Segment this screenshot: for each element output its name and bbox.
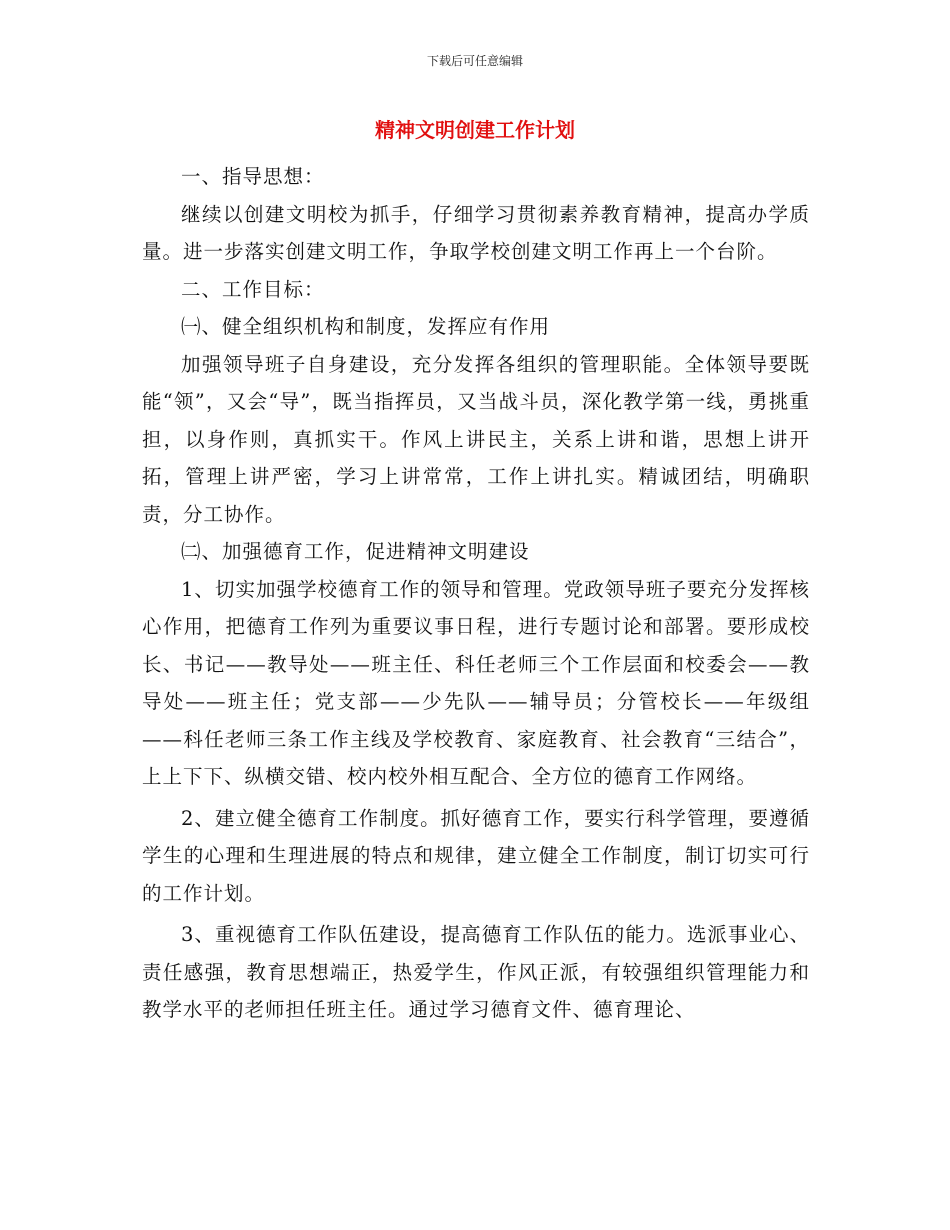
paragraph-guiding-thought: 继续以创建文明校为抓手，仔细学习贯彻素养教育精神，提高办学质量。进一步落实创建文明工作，争取学校创建文明工作再上一个台阶。 xyxy=(142,202,810,263)
paragraph-item-2: 2、建立健全德育工作制度。抓好德育工作，要实行科学管理，要遵循学生的心理和生理进展的特点和规律，建立健全工作制度，制订切实可行的工作计划。 xyxy=(142,806,810,905)
section-heading-guiding-thought: 一、指导思想： xyxy=(181,165,325,188)
subheading-moral-education: ㈡、加强德育工作，促进精神文明建设 xyxy=(181,540,530,563)
paragraph-item-1: 1、切实加强学校德育工作的领导和管理。党政领导班子要充分发挥核心作用，把德育工作列为重要议事日程，进行专题讨论和部署。要形成校长、书记——教导处——班主任、科任老师三个工作层面和校委会——教导处——班主任；党支部——少先队——辅导员；分管校长——年级组——科任老师三条工作主线及学校教育、家庭教育、社会教育“三结合”，上上下下、纵横交错、校内校外相互配合、全方位的德育工作网络。 xyxy=(142,577,810,788)
document-title: 精神文明创建工作计划 xyxy=(375,118,575,142)
document-body xyxy=(142,158,810,1029)
page-header: 下载后可任意编辑 xyxy=(426,54,523,68)
paragraph-item-3: 3、重视德育工作队伍建设，提高德育工作队伍的能力。选派事业心、责任感强，教育思想端正，热爱学生，作风正派，有较强组织管理能力和教学水平的老师担任班主任。通过学习德育文件、德育理论、 xyxy=(142,923,810,1021)
subheading-organization: ㈠、健全组织机构和制度，发挥应有作用 xyxy=(181,315,551,338)
paragraph-leadership: 加强领导班子自身建设，充分发挥各组织的管理职能。全体领导要既能“领”，又会“导”，既当指挥员，又当战斗员，深化教学第一线，勇挑重担，以身作则，真抓实干。作风上讲民主，关系上讲和谐，思想上讲开拓，管理上讲严密，学习上讲常常，工作上讲扎实。精诚团结，明确职责，分工协作。 xyxy=(142,352,810,526)
section-heading-work-goals: 二、工作目标： xyxy=(181,277,325,301)
